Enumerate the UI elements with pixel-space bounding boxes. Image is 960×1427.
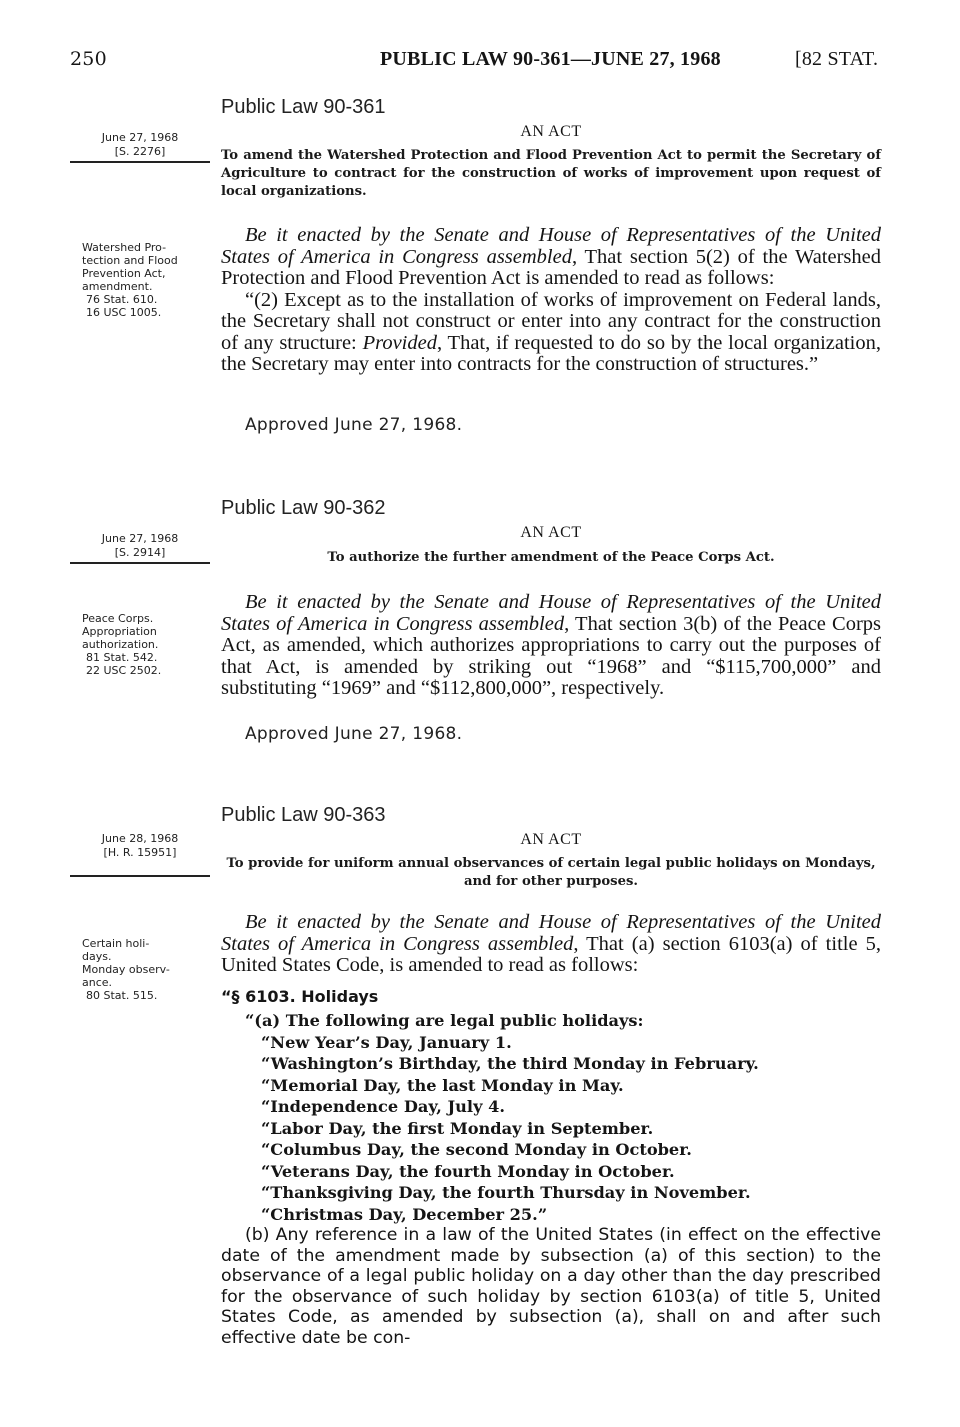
act-label: AN ACT [520, 524, 582, 541]
margin-note-line: Peace Corps. [82, 612, 154, 625]
page-number: 250 [70, 48, 107, 70]
enactment-date: June 27, 1968 [101, 131, 179, 144]
enacting-clause [221, 225, 881, 290]
enacting-formula: Be it enacted by the Senate and House of Representatives of the United States of America in Congress assembled [221, 591, 881, 635]
margin-citation: 16 USC 1005. [86, 306, 162, 319]
margin-date [80, 832, 200, 860]
enacting-clause [221, 592, 881, 700]
law-body [221, 592, 881, 700]
margin-date [80, 532, 200, 560]
law-body [221, 225, 881, 376]
proviso-keyword: Provided [362, 331, 437, 354]
body-text: , That section 3(b) of the Peace Corps Act, as amended, which authorizes appropriations to carry out the purposes of that Act, is amended by striking out “1968” and “$115,700,000” and substituting “1969” and “$112,800,000”, respectively. [221, 612, 881, 699]
enacting-formula: Be it enacted by the Senate and House of Representatives of the United States of America in Congress assembled [221, 911, 881, 955]
margin-note-line: Appropriation [82, 625, 157, 638]
act-label: AN ACT [520, 831, 582, 848]
holiday-item: “Washington’s Birthday, the third Monday in February. [261, 1054, 759, 1073]
holiday-item: “Memorial Day, the last Monday in May. [261, 1075, 624, 1095]
holiday-item: “Thanksgiving Day, the fourth Thursday in November. [261, 1183, 751, 1202]
margin-note-line: Watershed Pro- [82, 241, 167, 254]
margin-rule [70, 562, 210, 564]
margin-note-line: authorization. [82, 638, 159, 651]
margin-date [80, 131, 200, 159]
holiday-list [221, 1010, 881, 1225]
running-title: PUBLIC LAW 90-361—JUNE 27, 1968 [380, 48, 721, 70]
act-purpose: To amend the Watershed Protection and Flood Prevention Act to permit the Secretary of Agriculture to contract for the construction of works of improvement upon request of local organizations. [221, 148, 881, 199]
enacting-clause [221, 912, 881, 977]
margin-citation: 76 Stat. 610. [86, 293, 158, 306]
margin-rule [70, 875, 210, 877]
approval-date: Approved June 27, 1968. [245, 415, 463, 435]
holiday-item: “Veterans Day, the fourth Monday in October. [261, 1161, 675, 1181]
law-title: Public Law 90-362 [221, 497, 386, 519]
law-body [221, 912, 881, 977]
approval-date: Approved June 27, 1968. [245, 724, 463, 744]
amended-text [221, 290, 881, 376]
margin-citation: 81 Stat. 542. [86, 651, 158, 664]
body-text: “(2) Except as to the installation of works of improvement on Federal lands, the Secretary shall not construct or enter into any contract for the construction of any structure: [221, 288, 881, 354]
margin-note-line: tection and Flood [82, 254, 178, 267]
bill-number: [H. R. 15951] [103, 846, 177, 859]
subsection-b: (b) Any reference in a law of the United States (in effect on the effective date of the amendment made by subsection (a) of this section) to the observance of a legal public holiday on a day other than the day prescribed for the observance of such holiday by section 6103(a) of title 5, United States Code, as amended by subsection (a), shall on and after such effective date be con- [221, 1225, 881, 1348]
act-purpose: To authorize the further amendment of the Peace Corps Act. [327, 550, 775, 565]
act-purpose: To provide for uniform annual observances of certain legal public holidays on Mondays, and for other purposes. [226, 856, 876, 889]
margin-citation: 80 Stat. 515. [86, 989, 158, 1002]
margin-note-line: days. [82, 950, 112, 963]
margin-note-line: Prevention Act, [82, 267, 166, 280]
holiday-item: “Christmas Day, December 25.” [261, 1204, 548, 1224]
holiday-item: “Columbus Day, the second Monday in October. [261, 1140, 692, 1159]
margin-citation: 22 USC 2502. [86, 664, 162, 677]
margin-note-line: ance. [82, 976, 113, 989]
section-heading: “§ 6103. Holidays [221, 987, 379, 1006]
margin-note-line: amendment. [82, 280, 153, 293]
holiday-item: “Labor Day, the first Monday in September. [261, 1118, 654, 1138]
margin-note-line: Monday observ- [82, 963, 170, 976]
body-text: , That section 5(2) of the Watershed Protection and Flood Prevention Act is amended to read as follows: [221, 245, 882, 289]
law-title: Public Law 90-361 [221, 96, 386, 118]
holiday-item: “Independence Day, July 4. [261, 1097, 506, 1116]
enactment-date: June 27, 1968 [101, 532, 179, 545]
law-title: Public Law 90-363 [221, 804, 386, 826]
body-text: , That, if requested to do so by the local organization, the Secretary may enter into contracts for the construction of structures.” [221, 331, 882, 375]
subsection-b-block [221, 1225, 881, 1348]
enacting-formula: Be it enacted by the Senate and House of Representatives of the United States of America in Congress assembled [221, 224, 881, 268]
enactment-date: June 28, 1968 [101, 832, 179, 845]
holiday-item: “New Year’s Day, January 1. [261, 1032, 512, 1052]
margin-notes [82, 612, 207, 677]
margin-rule [70, 161, 210, 163]
subsection-a: “(a) The following are legal public holidays: [245, 1011, 644, 1030]
bill-number: [S. 2914] [114, 546, 166, 559]
bill-number: [S. 2276] [114, 145, 166, 158]
body-text: , That (a) section 6103(a) of title 5, United States Code, is amended to read as follows: [221, 932, 881, 976]
margin-notes [82, 937, 207, 1002]
act-label: AN ACT [520, 123, 582, 140]
volume-reference: [82 STAT. [795, 48, 879, 70]
margin-note-line: Certain holi- [82, 937, 150, 950]
margin-notes [82, 241, 207, 319]
